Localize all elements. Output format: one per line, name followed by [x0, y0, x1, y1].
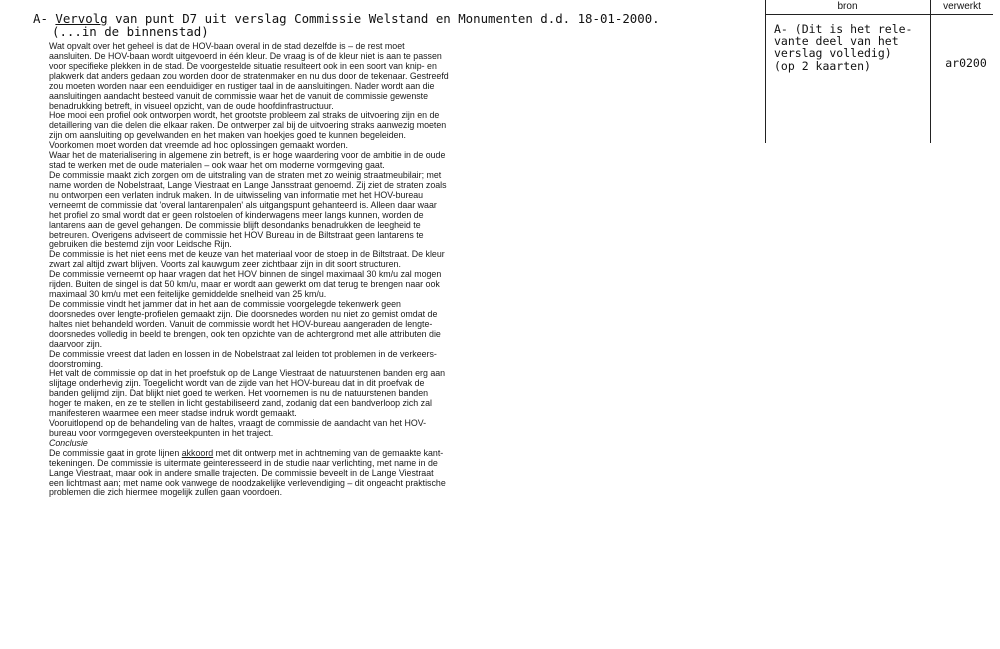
report-line: name worden de Nobelstraat, Lange Viestraat en Lange Jansstraat genoemd. Zij ziet de straten zoals [49, 179, 447, 190]
report-line: plakwerk dat anders gedaan zou worden door de stratenmaker en nu dus door de tekenaar. Gestreefd [49, 70, 449, 81]
report-line: De commissie verneemt op haar vragen dat het HOV binnen de singel maximaal 30 km/u zal mogen [49, 269, 442, 280]
report-line: betreuren. Overigens adviseert de commissie het HOV Bureau in de Biltstraat geen lantarens te [49, 229, 424, 240]
report-line: De commissie vindt het jammer dat in het aan de commissie voorgelegde tekenwerk geen [49, 298, 401, 309]
report-line: haltes niet behandeld worden. Vanuit de commissie wordt het HOV-bureau aangeraden de lengte- [49, 318, 433, 329]
report-line: gebruiken die bestemd zijn voor Leidsche Rijn. [49, 239, 232, 250]
report-line: De commissie vreest dat laden en lossen in de Nobelstraat zal leiden tot problemen in de verkeers- [49, 348, 437, 359]
report-line: zwart zal altijd zwart blijven. Voorts zal kauwgum zeer zichtbaar zijn in dit soort structuren. [49, 259, 401, 270]
report-line: detaillering van die delen die elkaar raken. De ontwerper zal bij de uitvoering straks aanwezig moeten [49, 120, 447, 131]
report-line: benadrukking betreft, in visueel opzicht, van de oude hoofdinfrastructuur. [49, 100, 334, 111]
heading-vervolg: Vervolg [55, 11, 108, 26]
conclusion-line: een lichtmast aan; met name ook vanwege de noodzakelijke verlevendiging – dit ongeacht praktische [49, 477, 446, 488]
conclusion-paragraph [49, 459, 489, 499]
table-header-rule [765, 14, 993, 15]
note-line: (op 2 kaarten) [774, 58, 871, 73]
report-line: maximaal 30 km/u met een feitelijke gemiddelde snelheid van 25 km/u. [49, 289, 327, 300]
table-border-left [765, 0, 766, 143]
report-line: De commissie is het niet eens met de keuze van het materiaal voor de stoep in de Biltstraat. De kleur [49, 249, 445, 260]
archive-code: ar0200 [945, 56, 987, 70]
report-paragraphs [49, 42, 489, 439]
report-line: doorsnedes volledig in beeld te brengen, ook ten opzichte van de achtergrond met alle attributen die [49, 328, 441, 339]
note-line: verslag volledig) [774, 46, 892, 61]
conclusion-heading: Conclusie [49, 437, 88, 448]
report-body [49, 42, 489, 498]
conclusion-text-b: met dit ontwerp met in achtneming van de gemaakte kant- [213, 447, 444, 458]
report-line: manifesteren waarmee een meer stadse indruk wordt gemaakt. [49, 408, 297, 419]
bron-note [774, 23, 924, 72]
report-line: nu ontworpen een verlaten indruk maken. In de uitwisseling van informatie met het HOV-bureau [49, 189, 424, 200]
report-line: verneemt de commissie dat 'overal lantarenpalen' als uitgangspunt gehanteerd is. Alleen daar waar [49, 199, 437, 210]
source-table [765, 0, 993, 143]
report-line: Waar het de materialisering in algemene zin betreft, is er hoge waardering voor de ambitie in de oude [49, 150, 446, 161]
report-line: doorsnedes over lengte-profielen gemaakt zijn. Die doorsnedes worden nu niet zo gemist omdat de [49, 308, 438, 319]
report-line: aansluiten. De HOV-baan wordt uitgevoerd in één kleur. De vraag is of de kleur niet is aan te passen [49, 50, 442, 61]
report-line: voor specifieke plekken in de stad. De voorgestelde situatie resulteert ook in een soort van knip- en [49, 60, 437, 71]
note-line: vante deel van het [774, 34, 899, 49]
report-line: lantarens aan de gevel gehangen. De commissie blijft desondanks benadrukken de leegheid te [49, 219, 421, 230]
report-line: slijtage onderhevig zijn. Toegelicht wordt van de zijde van het HOV-bureau dat in dit proefvak de [49, 378, 425, 389]
report-line: Voorkomen moet worden dat vreemde ad hoc oplossingen gemaakt worden. [49, 140, 348, 151]
conclusion-line: problemen die zich hiermee mogelijk zullen gaan voordoen. [49, 487, 283, 498]
document-heading [33, 12, 693, 38]
heading-rest: van punt D7 uit verslag Commissie Welstand en Monumenten d.d. 18-01-2000. [107, 11, 660, 26]
report-line: rijden. Buiten de singel is dat 50 km/u, maar er wordt aan gewerkt om dat terug te brengen naar ook [49, 279, 440, 290]
conclusion-text-a: De commissie gaat in grote lijnen [49, 447, 182, 458]
report-line: Vooruitlopend op de behandeling van de haltes, vraagt de commissie de aandacht van het HOV- [49, 418, 427, 429]
report-line: hoger te maken, en ze te stellen in licht gestabiliseerd zand, zodanig dat een bandverloop zich zal [49, 398, 432, 409]
heading-prefix: A- [33, 11, 56, 26]
report-line: Het valt de commissie op dat in het proefstuk op de Lange Viestraat de natuurstenen banden erg aan [49, 368, 446, 379]
heading-subtitle: (...in de binnenstad) [52, 24, 209, 39]
report-line: Wat opvalt over het geheel is dat de HOV-baan overal in de stad dezelfde is – de rest moet [49, 41, 405, 51]
table-divider [930, 0, 931, 143]
header-verwerkt: verwerkt [943, 1, 981, 12]
report-line: aansluitingen aandacht besteed vanuit de commissie waar het de vanuit de commissie gewenste [49, 90, 429, 101]
report-line: doorstroming. [49, 358, 104, 369]
conclusion-line: tekeningen. De commissie is uitermate geinteresseerd in de studie naar verlichting, met name in de [49, 457, 438, 468]
report-line: stad te werken met de oude materialen – ook waar het om moderne vormgeving gaat. [49, 160, 385, 171]
report-line: zou moeten worden naar een eenduidiger en rustiger taal in de aansluitingen. Nader wordt aan die [49, 80, 435, 91]
report-line: De commissie maakt zich zorgen om de uitstraling van de straten met zo weinig straatmeubilair; met [49, 169, 442, 180]
report-line: zijn om aansluiting op gevelwanden en het maken van hoekjes goed te kunnen begeleiden. [49, 130, 406, 141]
conclusion-line: Lange Viestraat, maar ook in andere smalle trajecten. De commissie beveelt in de Lange Viestraat [49, 467, 434, 478]
report-line: Hoe mooi een profiel ook ontworpen wordt, het grootste probleem zal straks de uitvoering zijn en de [49, 110, 440, 121]
report-line: banden gelijmd zijn. Dat blijkt niet goed te werken. Het voornemen is nu de natuurstenen banden [49, 388, 429, 399]
note-line: A- (Dit is het rele- [774, 22, 913, 36]
report-line: het profiel zo smal wordt dat er geen rolstoelen of kinderwagens meer langs kunnen, worden de [49, 209, 424, 220]
report-line: bureau voor vormgegeven oversteekpunten in het traject. [49, 427, 274, 438]
header-bron: bron [837, 1, 858, 12]
conclusion-akkoord: akkoord [181, 447, 214, 458]
report-line: daarvoor zijn. [49, 338, 103, 349]
